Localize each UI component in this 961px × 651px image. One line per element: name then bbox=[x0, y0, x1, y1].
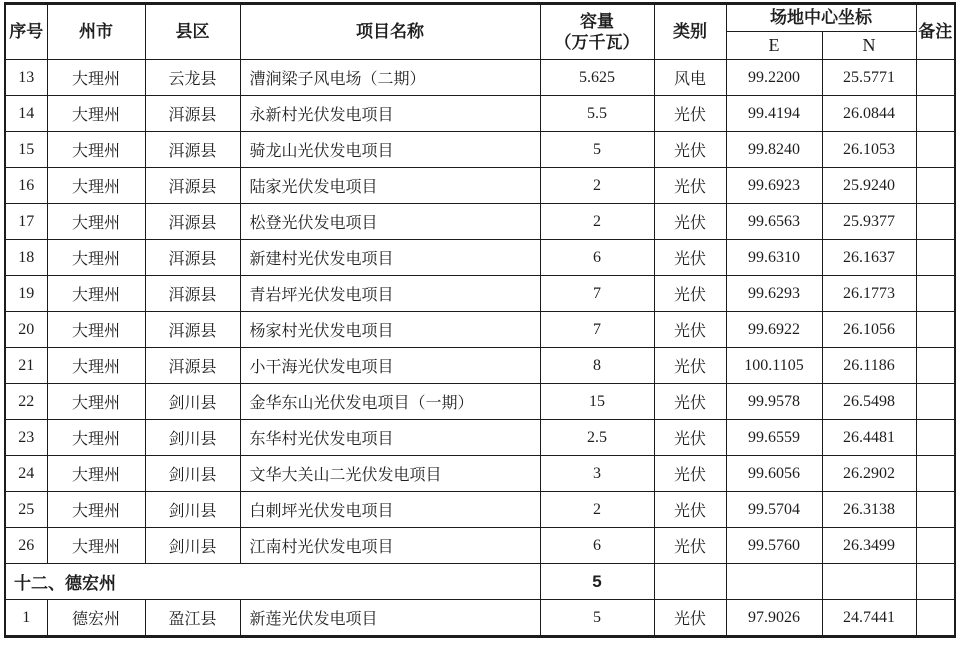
cell-category: 光伏 bbox=[654, 132, 726, 168]
cell-prefecture: 大理州 bbox=[47, 492, 145, 528]
cell-capacity: 2 bbox=[540, 492, 654, 528]
cell-remark bbox=[916, 96, 955, 132]
cell-county: 剑川县 bbox=[145, 528, 240, 564]
cell-seq: 20 bbox=[5, 312, 47, 348]
cell-capacity: 8 bbox=[540, 348, 654, 384]
cell-prefecture: 大理州 bbox=[47, 204, 145, 240]
section-row bbox=[5, 564, 955, 600]
cell-remark bbox=[916, 276, 955, 312]
table-row bbox=[5, 348, 955, 384]
cell-project-name: 金华东山光伏发电项目（一期） bbox=[240, 384, 540, 420]
cell-prefecture: 大理州 bbox=[47, 240, 145, 276]
cell-capacity: 2.5 bbox=[540, 420, 654, 456]
cell-coord-e: 99.6563 bbox=[726, 204, 822, 240]
cell-prefecture: 大理州 bbox=[47, 420, 145, 456]
cell-category: 光伏 bbox=[654, 348, 726, 384]
cell-seq: 21 bbox=[5, 348, 47, 384]
cell-remark bbox=[916, 564, 955, 600]
cell-category: 光伏 bbox=[654, 456, 726, 492]
table-row bbox=[5, 240, 955, 276]
cell-seq: 17 bbox=[5, 204, 47, 240]
cell-category bbox=[654, 564, 726, 600]
cell-project-name: 白刺坪光伏发电项目 bbox=[240, 492, 540, 528]
cell-prefecture: 大理州 bbox=[47, 60, 145, 96]
cell-capacity: 3 bbox=[540, 456, 654, 492]
cell-remark bbox=[916, 420, 955, 456]
cell-coord-e: 99.8240 bbox=[726, 132, 822, 168]
table-row bbox=[5, 528, 955, 564]
header-remark: 备注 bbox=[916, 4, 955, 60]
table-row bbox=[5, 456, 955, 492]
cell-prefecture: 大理州 bbox=[47, 132, 145, 168]
cell-seq: 22 bbox=[5, 384, 47, 420]
cell-capacity: 6 bbox=[540, 240, 654, 276]
cell-county: 洱源县 bbox=[145, 240, 240, 276]
cell-capacity: 6 bbox=[540, 528, 654, 564]
cell-prefecture: 大理州 bbox=[47, 276, 145, 312]
cell-seq: 23 bbox=[5, 420, 47, 456]
cell-coord-n: 26.1637 bbox=[822, 240, 916, 276]
cell-project-name: 松登光伏发电项目 bbox=[240, 204, 540, 240]
cell-coord-e: 100.1105 bbox=[726, 348, 822, 384]
cell-remark bbox=[916, 528, 955, 564]
cell-project-name: 青岩坪光伏发电项目 bbox=[240, 276, 540, 312]
cell-category: 光伏 bbox=[654, 420, 726, 456]
cell-coord-n: 26.2902 bbox=[822, 456, 916, 492]
cell-coord-n: 25.9377 bbox=[822, 204, 916, 240]
cell-prefecture: 德宏州 bbox=[47, 600, 145, 637]
header-category: 类别 bbox=[654, 4, 726, 60]
header-row-1 bbox=[5, 4, 955, 32]
cell-remark bbox=[916, 600, 955, 637]
cell-county: 洱源县 bbox=[145, 132, 240, 168]
cell-project-name: 小干海光伏发电项目 bbox=[240, 348, 540, 384]
cell-remark bbox=[916, 312, 955, 348]
cell-county: 洱源县 bbox=[145, 276, 240, 312]
header-seq: 序号 bbox=[5, 4, 47, 60]
header-prefecture: 州市 bbox=[47, 4, 145, 60]
cell-project-name: 江南村光伏发电项目 bbox=[240, 528, 540, 564]
cell-coord-n: 25.5771 bbox=[822, 60, 916, 96]
cell-coord-e: 99.4194 bbox=[726, 96, 822, 132]
cell-prefecture: 大理州 bbox=[47, 312, 145, 348]
cell-coord-n: 26.1186 bbox=[822, 348, 916, 384]
table-row bbox=[5, 60, 955, 96]
table-row bbox=[5, 312, 955, 348]
cell-category: 光伏 bbox=[654, 276, 726, 312]
header-coordinates: 场地中心坐标 bbox=[726, 4, 916, 32]
cell-coord-e: 97.9026 bbox=[726, 600, 822, 637]
cell-category: 光伏 bbox=[654, 384, 726, 420]
cell-category: 光伏 bbox=[654, 204, 726, 240]
cell-county: 洱源县 bbox=[145, 204, 240, 240]
section-title-cell: 十二、德宏州 bbox=[5, 564, 540, 600]
cell-county: 剑川县 bbox=[145, 456, 240, 492]
cell-coord-e: 99.5704 bbox=[726, 492, 822, 528]
cell-category: 光伏 bbox=[654, 240, 726, 276]
cell-project-name: 永新村光伏发电项目 bbox=[240, 96, 540, 132]
header-coord-n: N bbox=[822, 32, 916, 60]
cell-county: 剑川县 bbox=[145, 492, 240, 528]
cell-coord-e: 99.5760 bbox=[726, 528, 822, 564]
table-row bbox=[5, 384, 955, 420]
header-county: 县区 bbox=[145, 4, 240, 60]
cell-capacity: 5.625 bbox=[540, 60, 654, 96]
cell-seq: 19 bbox=[5, 276, 47, 312]
cell-seq: 25 bbox=[5, 492, 47, 528]
header-coord-e: E bbox=[726, 32, 822, 60]
cell-project-name: 文华大关山二光伏发电项目 bbox=[240, 456, 540, 492]
cell-seq: 1 bbox=[5, 600, 47, 637]
table-row bbox=[5, 204, 955, 240]
cell-remark bbox=[916, 240, 955, 276]
cell-coord-n: 26.1773 bbox=[822, 276, 916, 312]
table-row bbox=[5, 276, 955, 312]
cell-capacity: 15 bbox=[540, 384, 654, 420]
cell-coord-n: 26.3138 bbox=[822, 492, 916, 528]
cell-capacity: 2 bbox=[540, 168, 654, 204]
table-row bbox=[5, 600, 955, 637]
cell-remark bbox=[916, 348, 955, 384]
cell-capacity: 7 bbox=[540, 312, 654, 348]
cell-county: 云龙县 bbox=[145, 60, 240, 96]
cell-seq: 16 bbox=[5, 168, 47, 204]
cell-remark bbox=[916, 492, 955, 528]
cell-project-name: 陆家光伏发电项目 bbox=[240, 168, 540, 204]
cell-county: 洱源县 bbox=[145, 168, 240, 204]
table-row bbox=[5, 492, 955, 528]
cell-capacity: 7 bbox=[540, 276, 654, 312]
cell-coord-e: 99.6310 bbox=[726, 240, 822, 276]
table-row bbox=[5, 168, 955, 204]
cell-county: 洱源县 bbox=[145, 312, 240, 348]
cell-category: 风电 bbox=[654, 60, 726, 96]
cell-coord-e bbox=[726, 564, 822, 600]
cell-prefecture: 大理州 bbox=[47, 348, 145, 384]
cell-seq: 13 bbox=[5, 60, 47, 96]
cell-coord-n: 26.0844 bbox=[822, 96, 916, 132]
cell-remark bbox=[916, 168, 955, 204]
cell-prefecture: 大理州 bbox=[47, 528, 145, 564]
cell-coord-n bbox=[822, 564, 916, 600]
cell-seq: 14 bbox=[5, 96, 47, 132]
cell-remark bbox=[916, 204, 955, 240]
cell-prefecture: 大理州 bbox=[47, 96, 145, 132]
table-row bbox=[5, 420, 955, 456]
header-capacity-line2: （万千瓦） bbox=[554, 33, 640, 52]
cell-category: 光伏 bbox=[654, 96, 726, 132]
cell-project-name: 东华村光伏发电项目 bbox=[240, 420, 540, 456]
cell-seq: 15 bbox=[5, 132, 47, 168]
cell-project-name: 新建村光伏发电项目 bbox=[240, 240, 540, 276]
cell-project-name: 杨家村光伏发电项目 bbox=[240, 312, 540, 348]
table-body bbox=[5, 60, 955, 637]
cell-coord-e: 99.9578 bbox=[726, 384, 822, 420]
cell-coord-n: 26.1056 bbox=[822, 312, 916, 348]
cell-coord-e: 99.6293 bbox=[726, 276, 822, 312]
cell-coord-n: 26.4481 bbox=[822, 420, 916, 456]
cell-capacity: 5 bbox=[540, 564, 654, 600]
cell-prefecture: 大理州 bbox=[47, 384, 145, 420]
cell-seq: 26 bbox=[5, 528, 47, 564]
cell-coord-n: 26.3499 bbox=[822, 528, 916, 564]
cell-county: 盈江县 bbox=[145, 600, 240, 637]
cell-coord-n: 25.9240 bbox=[822, 168, 916, 204]
cell-prefecture: 大理州 bbox=[47, 168, 145, 204]
cell-capacity: 2 bbox=[540, 204, 654, 240]
cell-coord-e: 99.2200 bbox=[726, 60, 822, 96]
cell-county: 剑川县 bbox=[145, 420, 240, 456]
cell-category: 光伏 bbox=[654, 168, 726, 204]
cell-category: 光伏 bbox=[654, 492, 726, 528]
table-row bbox=[5, 96, 955, 132]
cell-category: 光伏 bbox=[654, 312, 726, 348]
cell-project-name: 漕涧梁子风电场（二期） bbox=[240, 60, 540, 96]
cell-seq: 24 bbox=[5, 456, 47, 492]
cell-project-name: 骑龙山光伏发电项目 bbox=[240, 132, 540, 168]
cell-coord-n: 24.7441 bbox=[822, 600, 916, 637]
cell-capacity: 5.5 bbox=[540, 96, 654, 132]
cell-category: 光伏 bbox=[654, 600, 726, 637]
cell-project-name: 新莲光伏发电项目 bbox=[240, 600, 540, 637]
cell-seq: 18 bbox=[5, 240, 47, 276]
table-row bbox=[5, 132, 955, 168]
cell-coord-e: 99.6922 bbox=[726, 312, 822, 348]
cell-county: 洱源县 bbox=[145, 348, 240, 384]
cell-coord-e: 99.6559 bbox=[726, 420, 822, 456]
header-capacity-line1: 容量 bbox=[580, 11, 614, 31]
cell-coord-e: 99.6056 bbox=[726, 456, 822, 492]
cell-county: 洱源县 bbox=[145, 96, 240, 132]
projects-table bbox=[4, 2, 956, 638]
cell-category: 光伏 bbox=[654, 528, 726, 564]
cell-remark bbox=[916, 132, 955, 168]
cell-coord-n: 26.5498 bbox=[822, 384, 916, 420]
cell-remark bbox=[916, 384, 955, 420]
cell-prefecture: 大理州 bbox=[47, 456, 145, 492]
cell-coord-n: 26.1053 bbox=[822, 132, 916, 168]
cell-coord-e: 99.6923 bbox=[726, 168, 822, 204]
header-capacity bbox=[540, 4, 654, 60]
cell-capacity: 5 bbox=[540, 132, 654, 168]
cell-capacity: 5 bbox=[540, 600, 654, 637]
cell-remark bbox=[916, 456, 955, 492]
header-project: 项目名称 bbox=[240, 4, 540, 60]
cell-remark bbox=[916, 60, 955, 96]
cell-county: 剑川县 bbox=[145, 384, 240, 420]
